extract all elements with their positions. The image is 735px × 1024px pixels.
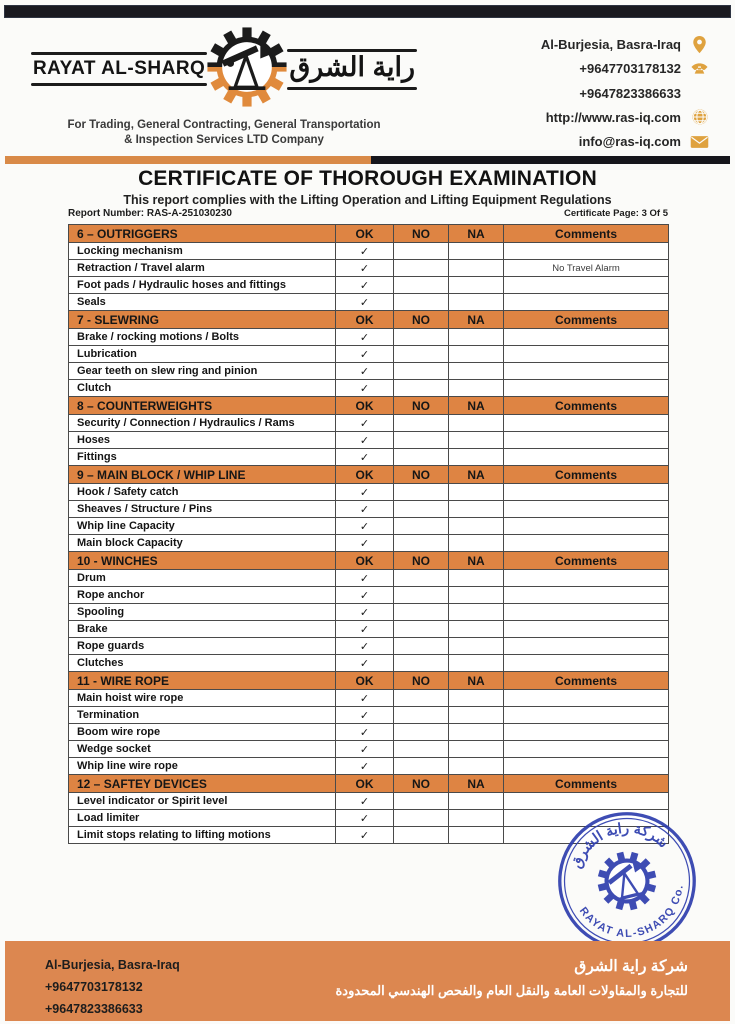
footer-address: Al-Burjesia, Basra-Iraq — [45, 958, 180, 972]
na-cell — [449, 260, 504, 277]
column-header-ok: OK — [336, 397, 394, 415]
no-cell — [394, 432, 449, 449]
no-cell — [394, 793, 449, 810]
ok-cell: ✓ — [336, 621, 394, 638]
column-header-no: NO — [394, 466, 449, 484]
table-row — [69, 518, 669, 535]
table-row — [69, 380, 669, 397]
contact-website: http://www.ras-iq.com — [546, 105, 709, 129]
ok-cell: ✓ — [336, 758, 394, 775]
column-header-ok: OK — [336, 225, 394, 243]
no-cell — [394, 363, 449, 380]
item-label: Limit stops relating to lifting motions — [69, 827, 336, 844]
item-label: Wedge socket — [69, 741, 336, 758]
contact-list — [541, 22, 709, 154]
column-header-na: NA — [449, 311, 504, 329]
table-row — [69, 570, 669, 587]
na-cell — [449, 724, 504, 741]
ok-cell: ✓ — [336, 501, 394, 518]
table-row — [69, 604, 669, 621]
na-cell — [449, 587, 504, 604]
no-cell — [394, 449, 449, 466]
comment-cell — [504, 570, 669, 587]
no-cell — [394, 810, 449, 827]
column-header-comments: Comments — [504, 466, 669, 484]
item-label: Fittings — [69, 449, 336, 466]
ok-cell: ✓ — [336, 329, 394, 346]
no-cell — [394, 570, 449, 587]
ok-cell: ✓ — [336, 724, 394, 741]
ok-cell: ✓ — [336, 638, 394, 655]
item-label: Clutch — [69, 380, 336, 397]
ok-cell: ✓ — [336, 380, 394, 397]
no-cell — [394, 518, 449, 535]
na-cell — [449, 277, 504, 294]
no-cell — [394, 260, 449, 277]
section-title: 10 - WINCHES — [69, 552, 336, 570]
table-row — [69, 415, 669, 432]
section-header-row — [69, 225, 669, 243]
company-tagline: For Trading, General Contracting, General Transportation & Inspection Services LTD Company — [67, 119, 381, 146]
comment-cell — [504, 707, 669, 724]
item-label: Security / Connection / Hydraulics / Rams — [69, 415, 336, 432]
comment-cell — [504, 380, 669, 397]
table-row — [69, 741, 669, 758]
column-header-na: NA — [449, 775, 504, 793]
inspection-table-body — [69, 225, 669, 844]
ok-cell: ✓ — [336, 587, 394, 604]
section-title: 6 – OUTRIGGERS — [69, 225, 336, 243]
contact-email: info@ras-iq.com — [579, 130, 709, 154]
item-label: Main hoist wire rope — [69, 690, 336, 707]
section-header-row — [69, 775, 669, 793]
item-label: Level indicator or Spirit level — [69, 793, 336, 810]
na-cell — [449, 518, 504, 535]
ok-cell: ✓ — [336, 604, 394, 621]
comment-cell — [504, 638, 669, 655]
ok-cell: ✓ — [336, 707, 394, 724]
ok-cell: ✓ — [336, 243, 394, 260]
no-cell — [394, 535, 449, 552]
comment-cell — [504, 690, 669, 707]
ok-cell: ✓ — [336, 827, 394, 844]
item-label: Retraction / Travel alarm — [69, 260, 336, 277]
section-header-row — [69, 466, 669, 484]
column-header-comments: Comments — [504, 775, 669, 793]
table-row — [69, 294, 669, 311]
no-cell — [394, 380, 449, 397]
column-header-no: NO — [394, 775, 449, 793]
column-header-na: NA — [449, 552, 504, 570]
table-row — [69, 690, 669, 707]
footer-phone-2: +9647823386633 — [45, 1002, 143, 1016]
comment-cell — [504, 277, 669, 294]
contact-phone-1: +9647703178132 — [579, 56, 709, 80]
comment-cell — [504, 587, 669, 604]
section-title: 11 - WIRE ROPE — [69, 672, 336, 690]
item-label: Rope guards — [69, 638, 336, 655]
icon-spacer — [690, 84, 709, 103]
na-cell — [449, 243, 504, 260]
ok-cell: ✓ — [336, 655, 394, 672]
contact-phone-2: +9647823386633 — [579, 81, 709, 105]
comment-cell — [504, 329, 669, 346]
column-header-ok: OK — [336, 672, 394, 690]
envelope-icon — [690, 132, 709, 151]
item-label: Boom wire rope — [69, 724, 336, 741]
comment-cell — [504, 346, 669, 363]
no-cell — [394, 329, 449, 346]
item-label: Hoses — [69, 432, 336, 449]
no-cell — [394, 758, 449, 775]
top-black-bar — [4, 5, 731, 18]
section-title: 12 – SAFTEY DEVICES — [69, 775, 336, 793]
ok-cell: ✓ — [336, 484, 394, 501]
na-cell — [449, 415, 504, 432]
na-cell — [449, 329, 504, 346]
ok-cell: ✓ — [336, 793, 394, 810]
column-header-no: NO — [394, 397, 449, 415]
section-title: 9 – MAIN BLOCK / WHIP LINE — [69, 466, 336, 484]
column-header-ok: OK — [336, 775, 394, 793]
column-header-no: NO — [394, 225, 449, 243]
column-header-no: NO — [394, 672, 449, 690]
table-row — [69, 587, 669, 604]
location-pin-icon — [690, 35, 709, 54]
na-cell — [449, 707, 504, 724]
footer-contact-block — [45, 954, 180, 1021]
ok-cell: ✓ — [336, 690, 394, 707]
comment-cell — [504, 621, 669, 638]
footer-company-name-ar: شركة راية الشرق — [574, 958, 688, 975]
comment-cell — [504, 758, 669, 775]
comment-cell — [504, 243, 669, 260]
ok-cell: ✓ — [336, 432, 394, 449]
comment-cell — [504, 415, 669, 432]
comment-cell — [504, 484, 669, 501]
item-label: Brake — [69, 621, 336, 638]
footer-band — [5, 941, 730, 1021]
table-row — [69, 277, 669, 294]
item-label: Spooling — [69, 604, 336, 621]
na-cell — [449, 380, 504, 397]
footer-phone-1: +9647703178132 — [45, 980, 143, 994]
item-label: Brake / rocking motions / Bolts — [69, 329, 336, 346]
na-cell — [449, 501, 504, 518]
company-name-en: RAYAT AL-SHARQ — [32, 58, 206, 79]
phone-icon — [690, 59, 709, 78]
comment-cell — [504, 501, 669, 518]
table-row — [69, 707, 669, 724]
gear-pumpjack-logo-icon — [201, 21, 293, 118]
comment-cell — [504, 535, 669, 552]
ok-cell: ✓ — [336, 260, 394, 277]
column-header-comments: Comments — [504, 397, 669, 415]
table-row — [69, 638, 669, 655]
company-name-ar: راية الشرق — [289, 51, 416, 82]
no-cell — [394, 484, 449, 501]
contact-address: Al-Burjesia, Basra-Iraq — [541, 32, 709, 56]
section-header-row — [69, 672, 669, 690]
na-cell — [449, 638, 504, 655]
comment-cell — [504, 449, 669, 466]
table-row — [69, 449, 669, 466]
section-header-row — [69, 552, 669, 570]
na-cell — [449, 741, 504, 758]
na-cell — [449, 346, 504, 363]
stamp-text-en: RAYAT AL-SHARQ Co. — [576, 883, 686, 940]
na-cell — [449, 294, 504, 311]
no-cell — [394, 724, 449, 741]
comment-cell — [504, 432, 669, 449]
item-label: Whip line Capacity — [69, 518, 336, 535]
item-label: Foot pads / Hydraulic hoses and fittings — [69, 277, 336, 294]
inspection-table — [68, 224, 669, 844]
report-number: Report Number: RAS-A-251030230 — [68, 208, 232, 219]
column-header-na: NA — [449, 225, 504, 243]
ok-cell: ✓ — [336, 570, 394, 587]
ok-cell: ✓ — [336, 294, 394, 311]
item-label: Load limiter — [69, 810, 336, 827]
table-row — [69, 329, 669, 346]
no-cell — [394, 690, 449, 707]
item-label: Locking mechanism — [69, 243, 336, 260]
column-header-na: NA — [449, 397, 504, 415]
no-cell — [394, 638, 449, 655]
item-label: Drum — [69, 570, 336, 587]
comment-cell — [504, 294, 669, 311]
na-cell — [449, 535, 504, 552]
no-cell — [394, 587, 449, 604]
company-logo — [32, 22, 416, 154]
no-cell — [394, 827, 449, 844]
na-cell — [449, 758, 504, 775]
no-cell — [394, 294, 449, 311]
table-row — [69, 655, 669, 672]
comment-cell — [504, 724, 669, 741]
table-row — [69, 260, 669, 277]
column-header-ok: OK — [336, 466, 394, 484]
column-header-comments: Comments — [504, 672, 669, 690]
ok-cell: ✓ — [336, 518, 394, 535]
section-header-row — [69, 397, 669, 415]
column-header-comments: Comments — [504, 311, 669, 329]
item-label: Termination — [69, 707, 336, 724]
comment-cell — [504, 363, 669, 380]
column-header-na: NA — [449, 466, 504, 484]
table-row — [69, 484, 669, 501]
na-cell — [449, 810, 504, 827]
table-row — [69, 535, 669, 552]
ok-cell: ✓ — [336, 535, 394, 552]
table-row — [69, 501, 669, 518]
logo-swoosh-line — [287, 87, 417, 90]
item-label: Hook / Safety catch — [69, 484, 336, 501]
section-title: 7 - SLEWRING — [69, 311, 336, 329]
no-cell — [394, 346, 449, 363]
column-header-ok: OK — [336, 552, 394, 570]
report-meta-row — [68, 208, 668, 219]
item-label: Lubrication — [69, 346, 336, 363]
na-cell — [449, 827, 504, 844]
item-label: Seals — [69, 294, 336, 311]
no-cell — [394, 415, 449, 432]
ok-cell: ✓ — [336, 741, 394, 758]
no-cell — [394, 707, 449, 724]
no-cell — [394, 501, 449, 518]
certificate-page-number: Certificate Page: 3 Of 5 — [563, 208, 668, 219]
table-row — [69, 432, 669, 449]
two-tone-divider — [5, 156, 730, 164]
table-row — [69, 793, 669, 810]
no-cell — [394, 655, 449, 672]
ok-cell: ✓ — [336, 277, 394, 294]
column-header-comments: Comments — [504, 225, 669, 243]
item-label: Rope anchor — [69, 587, 336, 604]
ok-cell: ✓ — [336, 449, 394, 466]
no-cell — [394, 243, 449, 260]
table-row — [69, 724, 669, 741]
na-cell — [449, 621, 504, 638]
ok-cell: ✓ — [336, 810, 394, 827]
comment-cell: No Travel Alarm — [504, 260, 669, 277]
column-header-na: NA — [449, 672, 504, 690]
logo-swoosh-line — [31, 83, 207, 86]
na-cell — [449, 363, 504, 380]
table-row — [69, 346, 669, 363]
no-cell — [394, 277, 449, 294]
ok-cell: ✓ — [336, 415, 394, 432]
stamp-text-arabic: شركة راية الشرق — [568, 820, 671, 871]
na-cell — [449, 793, 504, 810]
table-row — [69, 243, 669, 260]
footer-company-desc-ar: للتجارة والمقاولات العامة والنقل العام والفحص الهندسي المحدودة — [335, 983, 688, 998]
section-header-row — [69, 311, 669, 329]
section-title: 8 – COUNTERWEIGHTS — [69, 397, 336, 415]
comment-cell — [504, 741, 669, 758]
globe-icon — [690, 108, 709, 127]
na-cell — [449, 432, 504, 449]
ok-cell: ✓ — [336, 363, 394, 380]
column-header-ok: OK — [336, 311, 394, 329]
page-subtitle: This report complies with the Lifting Operation and Lifting Equipment Regulations — [123, 193, 612, 207]
na-cell — [449, 655, 504, 672]
letterhead — [12, 22, 723, 154]
table-row — [69, 758, 669, 775]
comment-cell — [504, 655, 669, 672]
column-header-comments: Comments — [504, 552, 669, 570]
na-cell — [449, 570, 504, 587]
na-cell — [449, 449, 504, 466]
column-header-no: NO — [394, 311, 449, 329]
na-cell — [449, 690, 504, 707]
footer-company-arabic — [336, 954, 689, 1021]
page-title: CERTIFICATE OF THOROUGH EXAMINATION — [138, 167, 597, 190]
item-label: Clutches — [69, 655, 336, 672]
comment-cell — [504, 604, 669, 621]
na-cell — [449, 604, 504, 621]
table-row — [69, 621, 669, 638]
ok-cell: ✓ — [336, 346, 394, 363]
item-label: Whip line wire rope — [69, 758, 336, 775]
column-header-no: NO — [394, 552, 449, 570]
table-row — [69, 363, 669, 380]
item-label: Gear teeth on slew ring and pinion — [69, 363, 336, 380]
no-cell — [394, 621, 449, 638]
item-label: Sheaves / Structure / Pins — [69, 501, 336, 518]
na-cell — [449, 484, 504, 501]
comment-cell — [504, 518, 669, 535]
item-label: Main block Capacity — [69, 535, 336, 552]
no-cell — [394, 741, 449, 758]
no-cell — [394, 604, 449, 621]
